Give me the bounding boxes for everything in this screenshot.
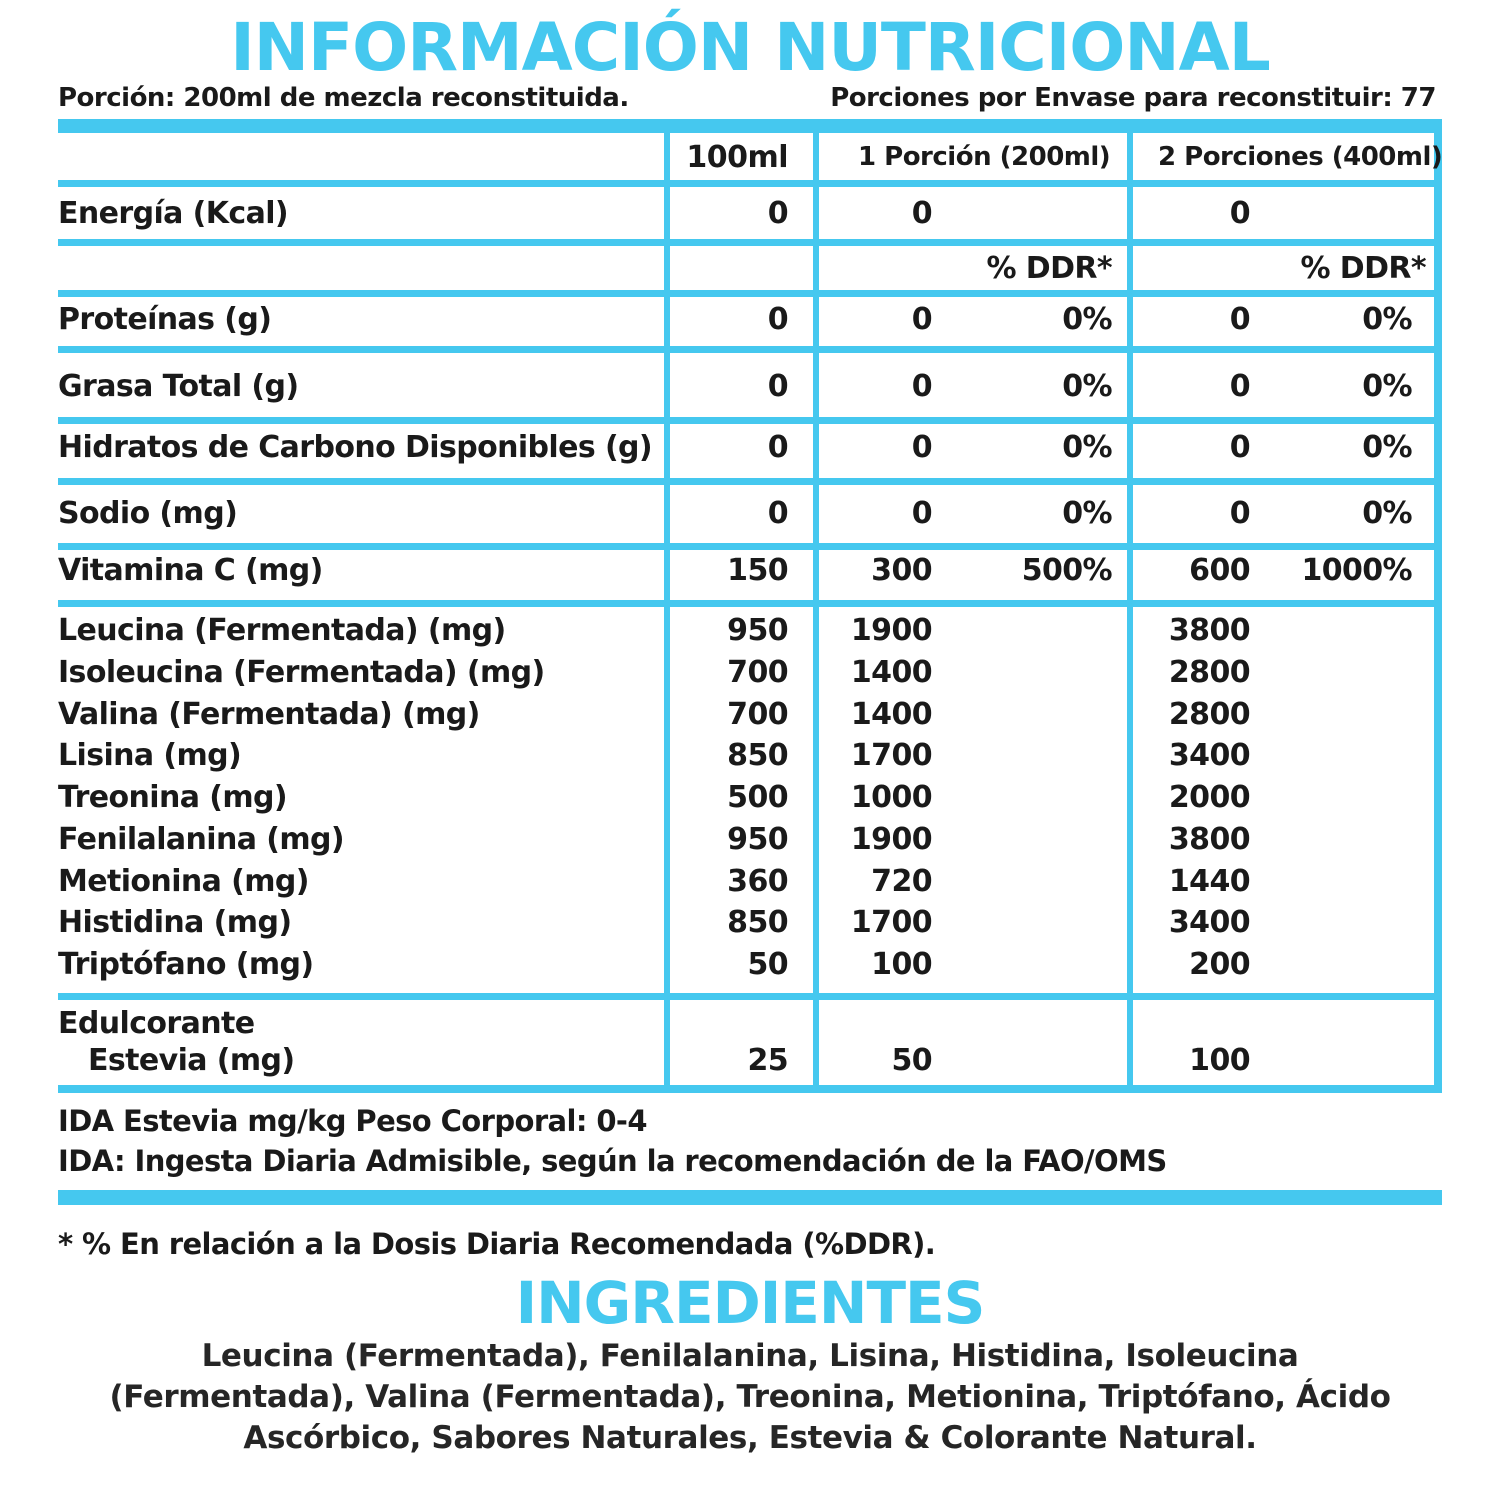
value-1-portion: 100 [871, 947, 932, 982]
value-100ml: 850 [727, 905, 788, 940]
row-label-total-fat: Grasa Total (g) [58, 369, 299, 404]
row-label-protein: Proteínas (g) [58, 302, 272, 337]
value-1-portion: 1900 [850, 822, 932, 857]
value-1-portion: 720 [871, 864, 932, 899]
ddr-header-1-portion: % DDR* [986, 251, 1112, 286]
value-100ml: 500 [727, 780, 788, 815]
ingredients-line: Leucina (Fermentada), Fenilalanina, Lisina, Histidina, Isoleucina [201, 1338, 1299, 1374]
row-label-sweetener: Edulcorante [58, 1006, 255, 1041]
value-1-portion: 1900 [850, 613, 932, 648]
value-1-portion: 50 [891, 1043, 932, 1078]
value-2-portions: 200 [1189, 947, 1250, 982]
ddr-2-portions: 0% [1362, 496, 1412, 531]
value-1-portion: 300 [871, 553, 932, 588]
table-rule [58, 119, 1442, 133]
row-label-vitamin-c: Vitamina C (mg) [58, 553, 323, 588]
ingredients-line: (Fermentada), Valina (Fermentada), Treonina, Metionina, Triptófano, Ácido [109, 1379, 1391, 1415]
value-2-portions: 2800 [1168, 697, 1250, 732]
value-2-portions: 0 [1229, 430, 1250, 465]
table-rule [58, 478, 1442, 485]
table-rule [58, 290, 1442, 297]
value-2-portions: 0 [1229, 302, 1250, 337]
row-label-tryptophan: Triptófano (mg) [58, 947, 314, 982]
value-100ml: 360 [727, 864, 788, 899]
value-2-portions: 3400 [1168, 738, 1250, 773]
ddr-1-portion: 0% [1062, 496, 1112, 531]
value-100ml: 0 [767, 496, 788, 531]
value-2-portions: 0 [1229, 196, 1250, 231]
ida-value-note: IDA Estevia mg/kg Peso Corporal: 0-4 [58, 1104, 647, 1138]
value-100ml: 700 [727, 655, 788, 690]
serving-size: Porción: 200ml de mezcla reconstituida. [58, 83, 629, 113]
ddr-1-portion: 0% [1062, 302, 1112, 337]
value-1-portion: 0 [911, 196, 932, 231]
value-100ml: 0 [767, 369, 788, 404]
table-rule [58, 1190, 1442, 1205]
value-100ml: 0 [767, 430, 788, 465]
value-1-portion: 1700 [850, 738, 932, 773]
row-label-leucine: Leucina (Fermentada) (mg) [58, 613, 506, 648]
value-1-portion: 1400 [850, 697, 932, 732]
value-2-portions: 3400 [1168, 905, 1250, 940]
value-1-portion: 1700 [850, 905, 932, 940]
table-rule [58, 417, 1442, 424]
value-2-portions: 0 [1229, 496, 1250, 531]
ida-definition-note: IDA: Ingesta Diaria Admisible, según la recomendación de la FAO/OMS [58, 1144, 1167, 1178]
row-label-histidine: Histidina (mg) [58, 905, 292, 940]
ddr-1-portion: 0% [1062, 369, 1112, 404]
ingredients-list [60, 1336, 1440, 1459]
row-label-valine: Valina (Fermentada) (mg) [58, 697, 480, 732]
value-100ml: 950 [727, 613, 788, 648]
column-divider [664, 133, 670, 1088]
column-divider [1434, 119, 1442, 1093]
table-rule [58, 1085, 1442, 1093]
row-label-lysine: Lisina (mg) [58, 738, 242, 773]
ddr-2-portions: 0% [1362, 369, 1412, 404]
value-100ml: 950 [727, 822, 788, 857]
servings-per-container: Porciones por Envase para reconstituir: 77 [830, 83, 1436, 113]
table-rule [58, 180, 1442, 187]
ddr-footnote: * % En relación a la Dosis Diaria Recomendada (%DDR). [58, 1227, 936, 1261]
value-100ml: 25 [747, 1043, 788, 1078]
table-rule [58, 239, 1442, 246]
value-100ml: 50 [747, 947, 788, 982]
column-divider [813, 133, 819, 1088]
row-label-carbohydrates: Hidratos de Carbono Disponibles (g) [58, 430, 653, 465]
ddr-header-2-portions: % DDR* [1300, 251, 1426, 286]
value-2-portions: 2800 [1168, 655, 1250, 690]
row-label-energy: Energía (Kcal) [58, 196, 289, 231]
page-title: INFORMACIÓN NUTRICIONAL [230, 9, 1270, 86]
value-100ml: 700 [727, 697, 788, 732]
column-header-2-portions: 2 Porciones (400ml) [1158, 142, 1443, 172]
row-label-sodium: Sodio (mg) [58, 496, 238, 531]
value-100ml: 850 [727, 738, 788, 773]
value-1-portion: 0 [911, 302, 932, 337]
ddr-1-portion: 0% [1062, 430, 1112, 465]
row-label-isoleucine: Isoleucina (Fermentada) (mg) [58, 655, 545, 690]
value-1-portion: 1000 [850, 780, 932, 815]
value-2-portions: 3800 [1168, 822, 1250, 857]
value-1-portion: 0 [911, 496, 932, 531]
ingredients-line: Ascórbico, Sabores Naturales, Estevia & Colorante Natural. [243, 1420, 1257, 1456]
value-2-portions: 1440 [1168, 864, 1250, 899]
table-rule [58, 993, 1442, 1000]
ddr-1-portion: 500% [1021, 553, 1112, 588]
value-1-portion: 1400 [850, 655, 932, 690]
table-rule [58, 600, 1442, 607]
value-2-portions: 100 [1189, 1043, 1250, 1078]
ddr-2-portions: 1000% [1301, 553, 1412, 588]
ddr-2-portions: 0% [1362, 430, 1412, 465]
row-label-threonine: Treonina (mg) [58, 780, 287, 815]
table-rule [58, 543, 1442, 550]
value-100ml: 150 [727, 553, 788, 588]
ingredients-title: INGREDIENTES [515, 1269, 985, 1337]
value-2-portions: 600 [1189, 553, 1250, 588]
row-label-phenylalanine: Fenilalanina (mg) [58, 822, 344, 857]
value-2-portions: 0 [1229, 369, 1250, 404]
value-2-portions: 3800 [1168, 613, 1250, 648]
ddr-2-portions: 0% [1362, 302, 1412, 337]
column-divider [1127, 133, 1133, 1088]
value-1-portion: 0 [911, 430, 932, 465]
value-1-portion: 0 [911, 369, 932, 404]
row-label-methionine: Metionina (mg) [58, 864, 309, 899]
table-rule [58, 346, 1442, 353]
column-header-1-portion: 1 Porción (200ml) [858, 142, 1111, 172]
row-label-stevia: Estevia (mg) [88, 1043, 295, 1078]
value-2-portions: 2000 [1168, 780, 1250, 815]
value-100ml: 0 [767, 302, 788, 337]
column-header-100ml: 100ml [686, 140, 788, 175]
value-100ml: 0 [767, 196, 788, 231]
